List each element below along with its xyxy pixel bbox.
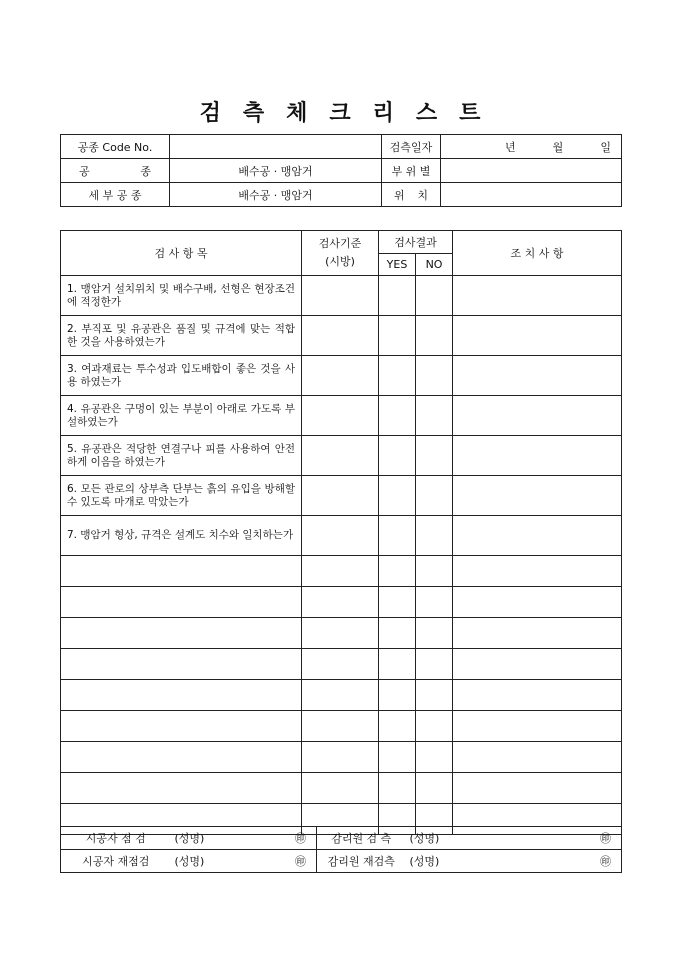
yes-cell[interactable] <box>379 316 416 356</box>
label-subwork: 세 부 공 종 <box>61 183 170 207</box>
action-cell[interactable] <box>453 396 622 436</box>
no-cell[interactable] <box>416 649 453 680</box>
action-cell[interactable] <box>453 516 622 556</box>
standard-cell[interactable] <box>302 649 379 680</box>
yes-cell[interactable] <box>379 556 416 587</box>
signature-row <box>61 827 622 850</box>
item-cell[interactable] <box>61 680 302 711</box>
supervisor-inspection-label: 감리원 검 측 <box>317 827 406 850</box>
action-cell[interactable] <box>453 276 622 316</box>
action-cell[interactable] <box>453 556 622 587</box>
date-year: 년 <box>505 140 516 154</box>
action-cell[interactable] <box>453 649 622 680</box>
yes-cell[interactable] <box>379 356 416 396</box>
action-cell[interactable] <box>453 356 622 396</box>
blank-row <box>61 773 622 804</box>
no-cell[interactable] <box>416 436 453 476</box>
seal-icon: ㊞ <box>511 850 622 873</box>
label-location <box>382 183 441 207</box>
yes-cell[interactable] <box>379 587 416 618</box>
table-row <box>61 436 622 476</box>
label-date: 검측일자 <box>382 135 441 159</box>
no-cell[interactable] <box>416 587 453 618</box>
label-work-b: 종 <box>140 164 151 178</box>
title-char: 스 <box>415 100 438 126</box>
no-cell[interactable] <box>416 276 453 316</box>
supervisor-name-field[interactable]: (성명) <box>406 827 511 850</box>
yes-cell[interactable] <box>379 711 416 742</box>
seal-icon: ㊞ <box>271 827 317 850</box>
supervisor-name-field[interactable]: (성명) <box>406 850 511 873</box>
yes-cell[interactable] <box>379 516 416 556</box>
label-work-a: 공 <box>79 164 90 178</box>
inspection-table <box>60 230 622 835</box>
label-code: 공종 Code No. <box>61 135 170 159</box>
header-standard-sub: (시방) <box>325 255 355 268</box>
header-yes: YES <box>379 254 416 276</box>
standard-cell[interactable] <box>302 356 379 396</box>
no-cell[interactable] <box>416 516 453 556</box>
action-cell[interactable] <box>453 711 622 742</box>
signature-row <box>61 850 622 873</box>
document-title <box>0 96 680 127</box>
item-description: 7. 맹암거 형상, 규격은 설계도 치수와 일치하는가 <box>61 516 302 556</box>
table-row <box>61 476 622 516</box>
standard-cell[interactable] <box>302 436 379 476</box>
contractor-name-field[interactable]: (성명) <box>171 827 271 850</box>
action-cell[interactable] <box>453 742 622 773</box>
value-subwork[interactable]: 배수공 · 맹암거 <box>170 183 382 207</box>
standard-cell[interactable] <box>302 316 379 356</box>
no-cell[interactable] <box>416 316 453 356</box>
standard-cell[interactable] <box>302 680 379 711</box>
table-row <box>61 316 622 356</box>
seal-icon: ㊞ <box>271 850 317 873</box>
standard-cell[interactable] <box>302 516 379 556</box>
title-char: 트 <box>459 100 481 126</box>
blank-row <box>61 556 622 587</box>
standard-cell[interactable] <box>302 742 379 773</box>
value-location[interactable] <box>441 183 622 207</box>
header-standard-label: 검사기준 <box>318 237 362 250</box>
label-location-b: 치 <box>417 188 428 202</box>
yes-cell[interactable] <box>379 649 416 680</box>
info-row-subwork <box>61 183 622 207</box>
yes-cell[interactable] <box>379 742 416 773</box>
yes-cell[interactable] <box>379 276 416 316</box>
contractor-reinspection-label: 시공자 재점검 <box>61 850 171 873</box>
value-code[interactable] <box>170 135 382 159</box>
header-row-1 <box>61 231 622 254</box>
no-cell[interactable] <box>416 396 453 436</box>
standard-cell[interactable] <box>302 773 379 804</box>
standard-cell[interactable] <box>302 476 379 516</box>
label-part: 부 위 별 <box>382 159 441 183</box>
info-row-work <box>61 159 622 183</box>
value-date[interactable] <box>441 135 622 159</box>
header-result: 검사결과 <box>379 231 453 254</box>
no-cell[interactable] <box>416 618 453 649</box>
standard-cell[interactable] <box>302 618 379 649</box>
no-cell[interactable] <box>416 742 453 773</box>
action-cell[interactable] <box>453 476 622 516</box>
item-cell[interactable] <box>61 742 302 773</box>
header-no: NO <box>416 254 453 276</box>
yes-cell[interactable] <box>379 476 416 516</box>
action-cell[interactable] <box>453 773 622 804</box>
item-description: 4. 유공관은 구멍이 있는 부분이 아래로 가도록 부설하였는가 <box>61 396 302 436</box>
action-cell[interactable] <box>453 436 622 476</box>
blank-row <box>61 618 622 649</box>
contractor-inspection-label: 시공자 점 검 <box>61 827 171 850</box>
date-month: 월 <box>552 140 564 154</box>
item-cell[interactable] <box>61 618 302 649</box>
standard-cell[interactable] <box>302 587 379 618</box>
seal-icon: ㊞ <box>511 827 622 850</box>
item-description: 1. 맹암거 설치위치 및 배수구배, 선형은 현장조건에 적정한가 <box>61 276 302 316</box>
table-row <box>61 356 622 396</box>
no-cell[interactable] <box>416 680 453 711</box>
standard-cell[interactable] <box>302 711 379 742</box>
item-cell[interactable] <box>61 587 302 618</box>
no-cell[interactable] <box>416 476 453 516</box>
item-description: 3. 여과재료는 투수성과 입도배합이 좋은 것을 사용 하였는가 <box>61 356 302 396</box>
yes-cell[interactable] <box>379 680 416 711</box>
value-work[interactable]: 배수공 · 맹암거 <box>170 159 382 183</box>
info-table <box>60 134 622 207</box>
item-cell[interactable] <box>61 773 302 804</box>
supervisor-reinspection-label: 감리원 재검측 <box>317 850 406 873</box>
contractor-name-field[interactable]: (성명) <box>171 850 271 873</box>
action-cell[interactable] <box>453 680 622 711</box>
standard-cell[interactable] <box>302 556 379 587</box>
date-day: 일 <box>600 140 611 154</box>
header-action: 조 치 사 항 <box>453 231 622 276</box>
item-description: 6. 모든 관로의 상부측 단부는 흙의 유입을 방해할 수 있도록 마개로 막았는가 <box>61 476 302 516</box>
no-cell[interactable] <box>416 711 453 742</box>
action-cell[interactable] <box>453 587 622 618</box>
blank-row <box>61 742 622 773</box>
no-cell[interactable] <box>416 556 453 587</box>
standard-cell[interactable] <box>302 276 379 316</box>
item-description: 2. 부직포 및 유공관은 품질 및 규격에 맞는 적합한 것을 사용하였는가 <box>61 316 302 356</box>
info-row-code <box>61 135 622 159</box>
title-char: 체 <box>286 100 308 126</box>
blank-row <box>61 680 622 711</box>
action-cell[interactable] <box>453 618 622 649</box>
blank-row <box>61 711 622 742</box>
title-char: 검 <box>199 100 221 126</box>
item-cell[interactable] <box>61 649 302 680</box>
yes-cell[interactable] <box>379 396 416 436</box>
table-row <box>61 396 622 436</box>
no-cell[interactable] <box>416 773 453 804</box>
label-location-a: 위 <box>394 188 405 202</box>
title-char: 리 <box>372 100 394 126</box>
title-char: 크 <box>329 100 351 126</box>
no-cell[interactable] <box>416 356 453 396</box>
blank-row <box>61 587 622 618</box>
blank-row <box>61 649 622 680</box>
title-char: 측 <box>242 100 265 126</box>
item-cell[interactable] <box>61 556 302 587</box>
yes-cell[interactable] <box>379 618 416 649</box>
header-standard <box>302 231 379 276</box>
action-cell[interactable] <box>453 316 622 356</box>
label-work <box>61 159 170 183</box>
table-row <box>61 276 622 316</box>
item-description: 5. 유공관은 적당한 연결구나 피를 사용하여 안전하게 이음을 하였는가 <box>61 436 302 476</box>
yes-cell[interactable] <box>379 436 416 476</box>
signature-table <box>60 826 622 873</box>
header-item: 검 사 항 목 <box>61 231 302 276</box>
table-row <box>61 516 622 556</box>
item-cell[interactable] <box>61 711 302 742</box>
yes-cell[interactable] <box>379 773 416 804</box>
value-part[interactable] <box>441 159 622 183</box>
standard-cell[interactable] <box>302 396 379 436</box>
